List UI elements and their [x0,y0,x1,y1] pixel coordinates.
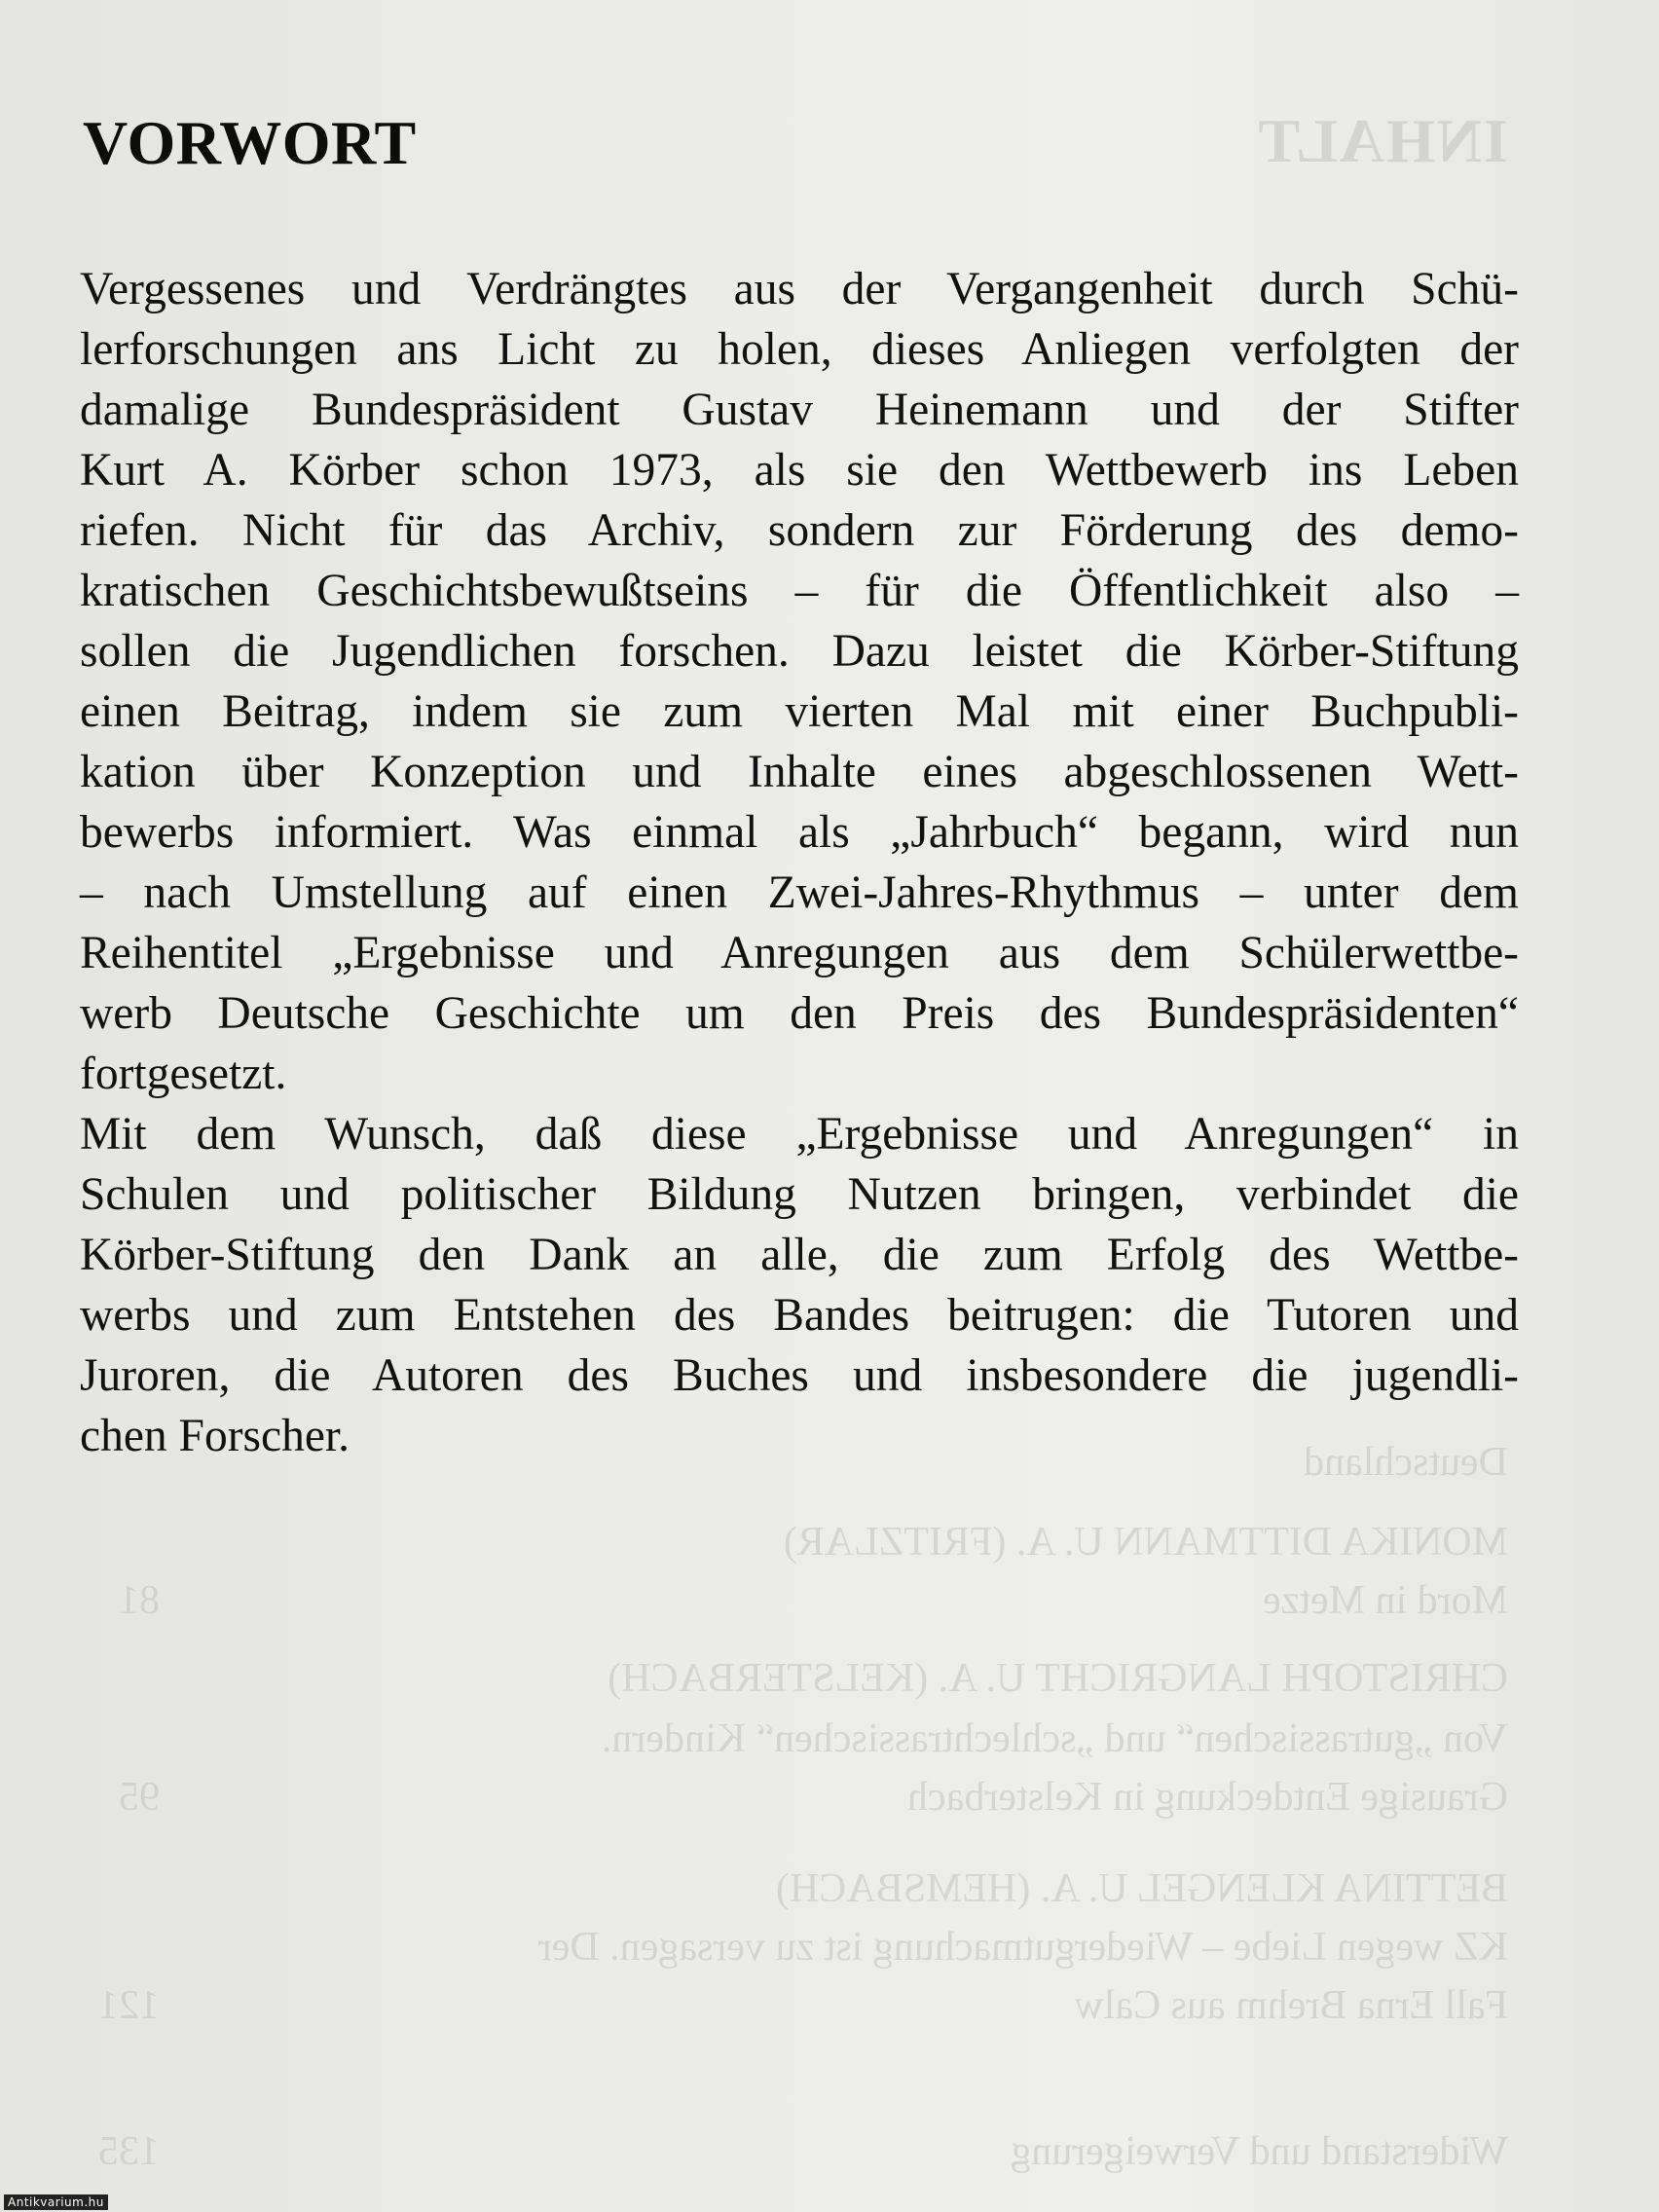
show-through-page-number: 135 [98,2129,160,2174]
show-through-entry: Grausige Entdeckung in Kelsterbach [907,1775,1508,1820]
show-through-entry: Fall Erna Brehm aus Calw [1074,1983,1508,2028]
text-line: bewerbs informiert. Was einmal als „Jahrbuch“ begann, wird nun [80,807,1519,858]
text-line: Juroren, die Autoren des Buches und insbesondere die jugendli- [80,1350,1519,1401]
text-line: Mit dem Wunsch, daß diese „Ergebnisse und Anregungen“ in [80,1109,1519,1160]
text-line: Körber-Stiftung den Dank an alle, die zum Erfolg des Wettbe- [80,1230,1519,1280]
page-heading: VORWORT [83,108,417,177]
text-line: fortgesetzt. [80,1049,287,1099]
show-through-entry: MONIKA DITTMANN U. A. (FRITZLAR) [783,1520,1508,1565]
text-line: sollen die Jugendlichen forschen. Dazu leistet die Körber-Stiftung [80,626,1519,677]
show-through-page-number: 95 [119,1775,160,1820]
show-through-entry: Deutschland [1304,1440,1508,1485]
text-line: riefen. Nicht für das Archiv, sondern zur Förderung des demo- [80,505,1519,556]
text-line: – nach Umstellung auf einen Zwei-Jahres-Rhythmus – unter dem [80,867,1519,918]
foreword-body [80,259,1519,1466]
text-line: werbs und zum Entstehen des Bandes beitrugen: die Tutoren und [80,1290,1519,1341]
show-through-entry: KZ wegen Liebe – Wiedergutmachung ist zu versagen. Der [537,1925,1508,1970]
text-line: Kurt A. Körber schon 1973, als sie den Wettbewerb ins Leben [80,445,1519,496]
watermark: Antikvarium.hu [4,2194,108,2210]
text-line: kratischen Geschichtsbewußtseins – für die Öffentlichkeit also – [80,566,1519,616]
text-line: Vergessenes und Verdrängtes aus der Vergangenheit durch Schü- [80,264,1519,314]
text-line: lerforschungen ans Licht zu holen, dieses Anliegen verfolgten der [80,324,1519,375]
show-through-page-number: 81 [119,1578,160,1623]
text-line: Reihentitel „Ergebnisse und Anregungen aus dem Schülerwettbe- [80,928,1519,978]
show-through-entry: Mord in Metze [1263,1578,1508,1623]
text-line: chen Forscher. [80,1411,350,1461]
text-line: Schulen und politischer Bildung Nutzen bringen, verbindet die [80,1169,1519,1220]
show-through-entry: Widerstand und Verweigerung [1011,2129,1508,2174]
text-line: kation über Konzeption und Inhalte eines abgeschlossenen Wett- [80,747,1519,797]
text-line: damalige Bundespräsident Gustav Heinemann und der Stifter [80,385,1519,435]
text-line: werb Deutsche Geschichte um den Preis des Bundespräsidenten“ [80,988,1519,1039]
show-through-entry: CHRISTOPH LANGRICHT U. A. (KELSTERBACH) [608,1656,1508,1701]
show-through-title: INHALT [1256,106,1508,175]
show-through-entry: Von „gutrassischen“ und „schlechtrassischen“ Kindern. [601,1716,1508,1761]
show-through-entry: BETTINA KLENGEL U. A. (HEMSBACH) [775,1866,1508,1911]
text-line: einen Beitrag, indem sie zum vierten Mal mit einer Buchpubli- [80,686,1519,737]
show-through-page-number: 121 [98,1983,160,2028]
